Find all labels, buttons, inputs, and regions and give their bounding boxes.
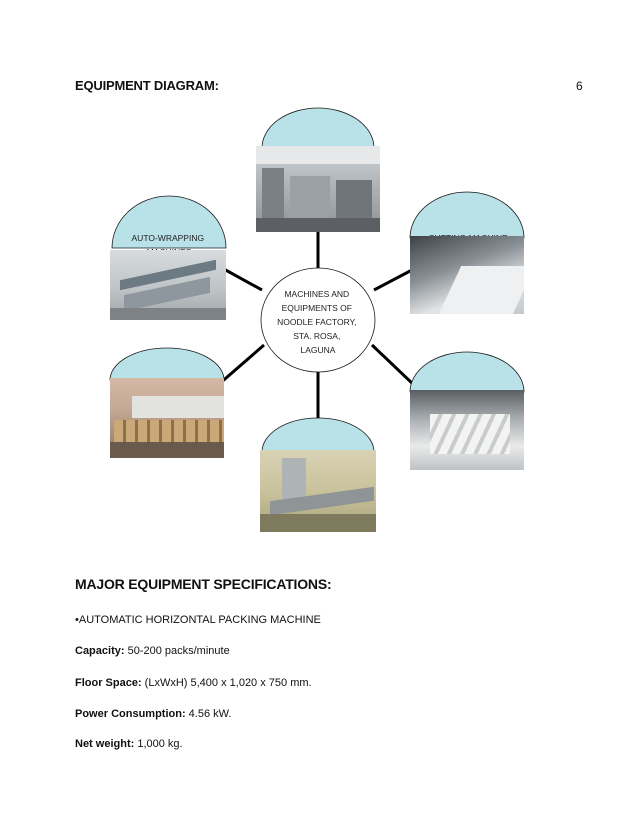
auto-wrapping-machine-photo [110,250,226,320]
spec-label: Power Consumption: [75,708,186,720]
specs-item: •AUTOMATIC HORIZONTAL PACKING MACHINE [75,614,321,626]
page-title: EQUIPMENT DIAGRAM: [75,78,219,93]
specs-heading: MAJOR EQUIPMENT SPECIFICATIONS: [75,576,332,592]
node-top [262,108,374,148]
spec-value: 4.56 kW. [185,708,232,720]
spec-label: Capacity: [75,645,125,657]
spoke-lower-right [372,345,414,385]
spec-value: 50-200 packs/minute [124,645,230,657]
spec-value: 1,000 kg. [134,738,183,750]
center-label-line-5: LAGUNA [300,345,336,355]
production-line-photo [260,450,376,532]
spec-row-net-weight [75,738,183,750]
spoke-upper-left [222,268,262,290]
spec-value: (LxWxH) 5,400 x 1,020 x 750 mm. [141,677,312,689]
conveyor-dryer-photo [110,378,224,458]
node-lower-right [410,352,524,392]
factory-hall-photo [256,146,380,232]
center-label-line-3: NOODLE FACTORY, [277,317,357,327]
node-lower-left [110,348,224,380]
center-label-line-2: EQUIPMENTS OF [281,303,352,313]
spec-row-power [75,708,231,720]
spec-row-capacity [75,645,230,657]
node-bottom [262,418,374,452]
spec-label: Net weight: [75,738,135,750]
center-label-line-4: STA. ROSA, [293,331,341,341]
node-upper-right [410,192,524,238]
noodle-sheeter-photo [410,390,524,470]
cutting-machine-photo [410,236,524,314]
spec-row-floor-space [75,677,312,689]
spoke-lower-left [218,345,264,385]
page-number: 6 [576,79,583,93]
spoke-upper-right [374,270,412,290]
node-upper-left-label: AUTO-WRAPPING [131,233,205,243]
spec-label: Floor Space: [75,677,142,689]
center-label-line-1: MACHINES AND [284,289,350,299]
